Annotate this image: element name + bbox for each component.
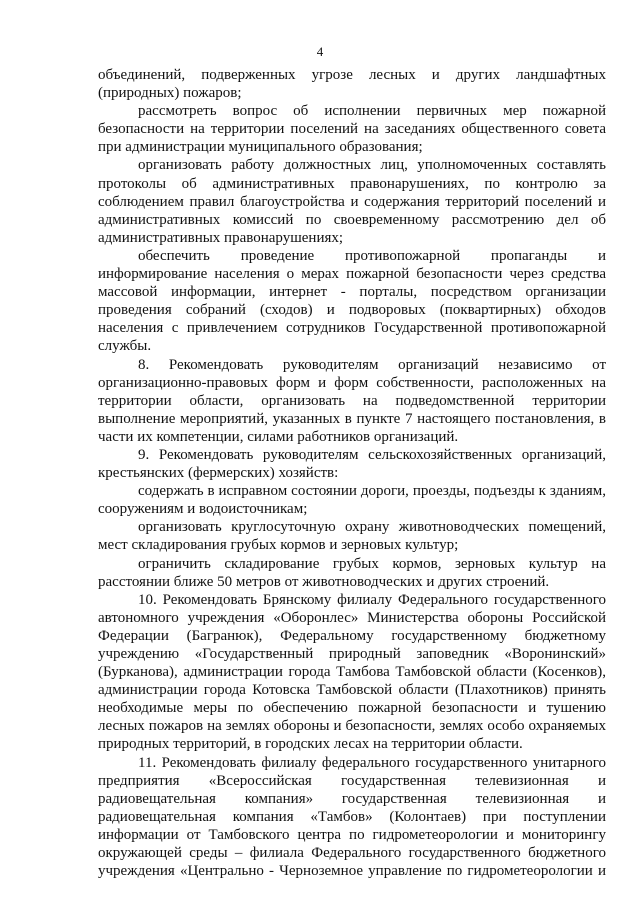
paragraph-roads: содержать в исправном состоянии дороги, проезды, подъезды к зданиям, сооружениям и водоисточникам; [98,483,606,518]
paragraph-item-10: 10. Рекомендовать Брянскому филиалу Федерального государственного автономного учреждения «Оборонлес» Министерства обороны Российской Федерации (Багранюк), Федеральному государственному бюджетному учреждению «Государственный природный заповедник «Воронинский» (Бурканова), администрации города Тамбова Тамбовской области (Косенков), администрации города Котовска Тамбовской области (Плахотников) принять необходимые меры по обеспечению пожарной безопасности и тушению лесных пожаров на землях обороны и безопасности, землях особо охраняемых природных территорий, в городских лесах на территории области. [98,591,606,753]
paragraph-continuation: объединений, подверженных угрозе лесных и других ландшафтных (природных) пожаров; [98,67,606,102]
paragraph-guard: организовать круглосуточную охрану животноводческих помещений, мест складирования грубых кормов и зерновых культур; [98,519,606,554]
paragraph-storage-limit: ограничить складирование грубых кормов, зерновых культур на расстоянии ближе 50 метров от животноводческих и других строений. [98,555,606,590]
paragraph-item-8: 8. Рекомендовать руководителям организаций независимо от организационно-правовых форм и форм собственности, расположенных на территории области, организовать на подведомственной территории выполнение мероприятий, указанных в пункте 7 настоящего постановления, в части их компетенции, силами работников организаций. [98,356,606,445]
page-number: 4 [316,44,324,59]
paragraph-public-council: рассмотреть вопрос об исполнении первичных мер пожарной безопасности на территории поселений на заседаниях общественного совета при администрации муниципального образования; [98,103,606,156]
paragraph-officials-protocols: организовать работу должностных лиц, уполномоченных составлять протоколы об административных правонарушениях, по контролю за соблюдением правил благоустройства и содержания территорий поселений и административных комиссий по своевременному рассмотрению дел об административных правонарушениях; [98,157,606,246]
paragraph-item-9: 9. Рекомендовать руководителям сельскохозяйственных организаций, крестьянских (фермерских) хозяйств: [98,446,606,482]
paragraph-fire-propaganda: обеспечить проведение противопожарной пропаганды и информирование населения о мерах пожарной безопасности через средства массовой информации, интернет - порталы, посредством организации проведения собраний (сходов) и подворовых (поквартирных) обходов населения с привлечением сотрудников Государственной противопожарной службы. [98,247,606,355]
document-body [98,66,606,880]
paragraph-item-11: 11. Рекомендовать филиалу федерального государственного унитарного предприятия «Всероссийская государственная телевизионная и радиовещательная компания» государственная телевизионная и радиовещательная компания «Тамбов» (Колонтаев) при поступлении информации от Тамбовского центра по гидрометеорологии и мониторингу окружающей среды – филиала Федерального государственного бюджетного учреждения «Центрально - Черноземное управление по гидрометеорологии и [98,754,606,880]
